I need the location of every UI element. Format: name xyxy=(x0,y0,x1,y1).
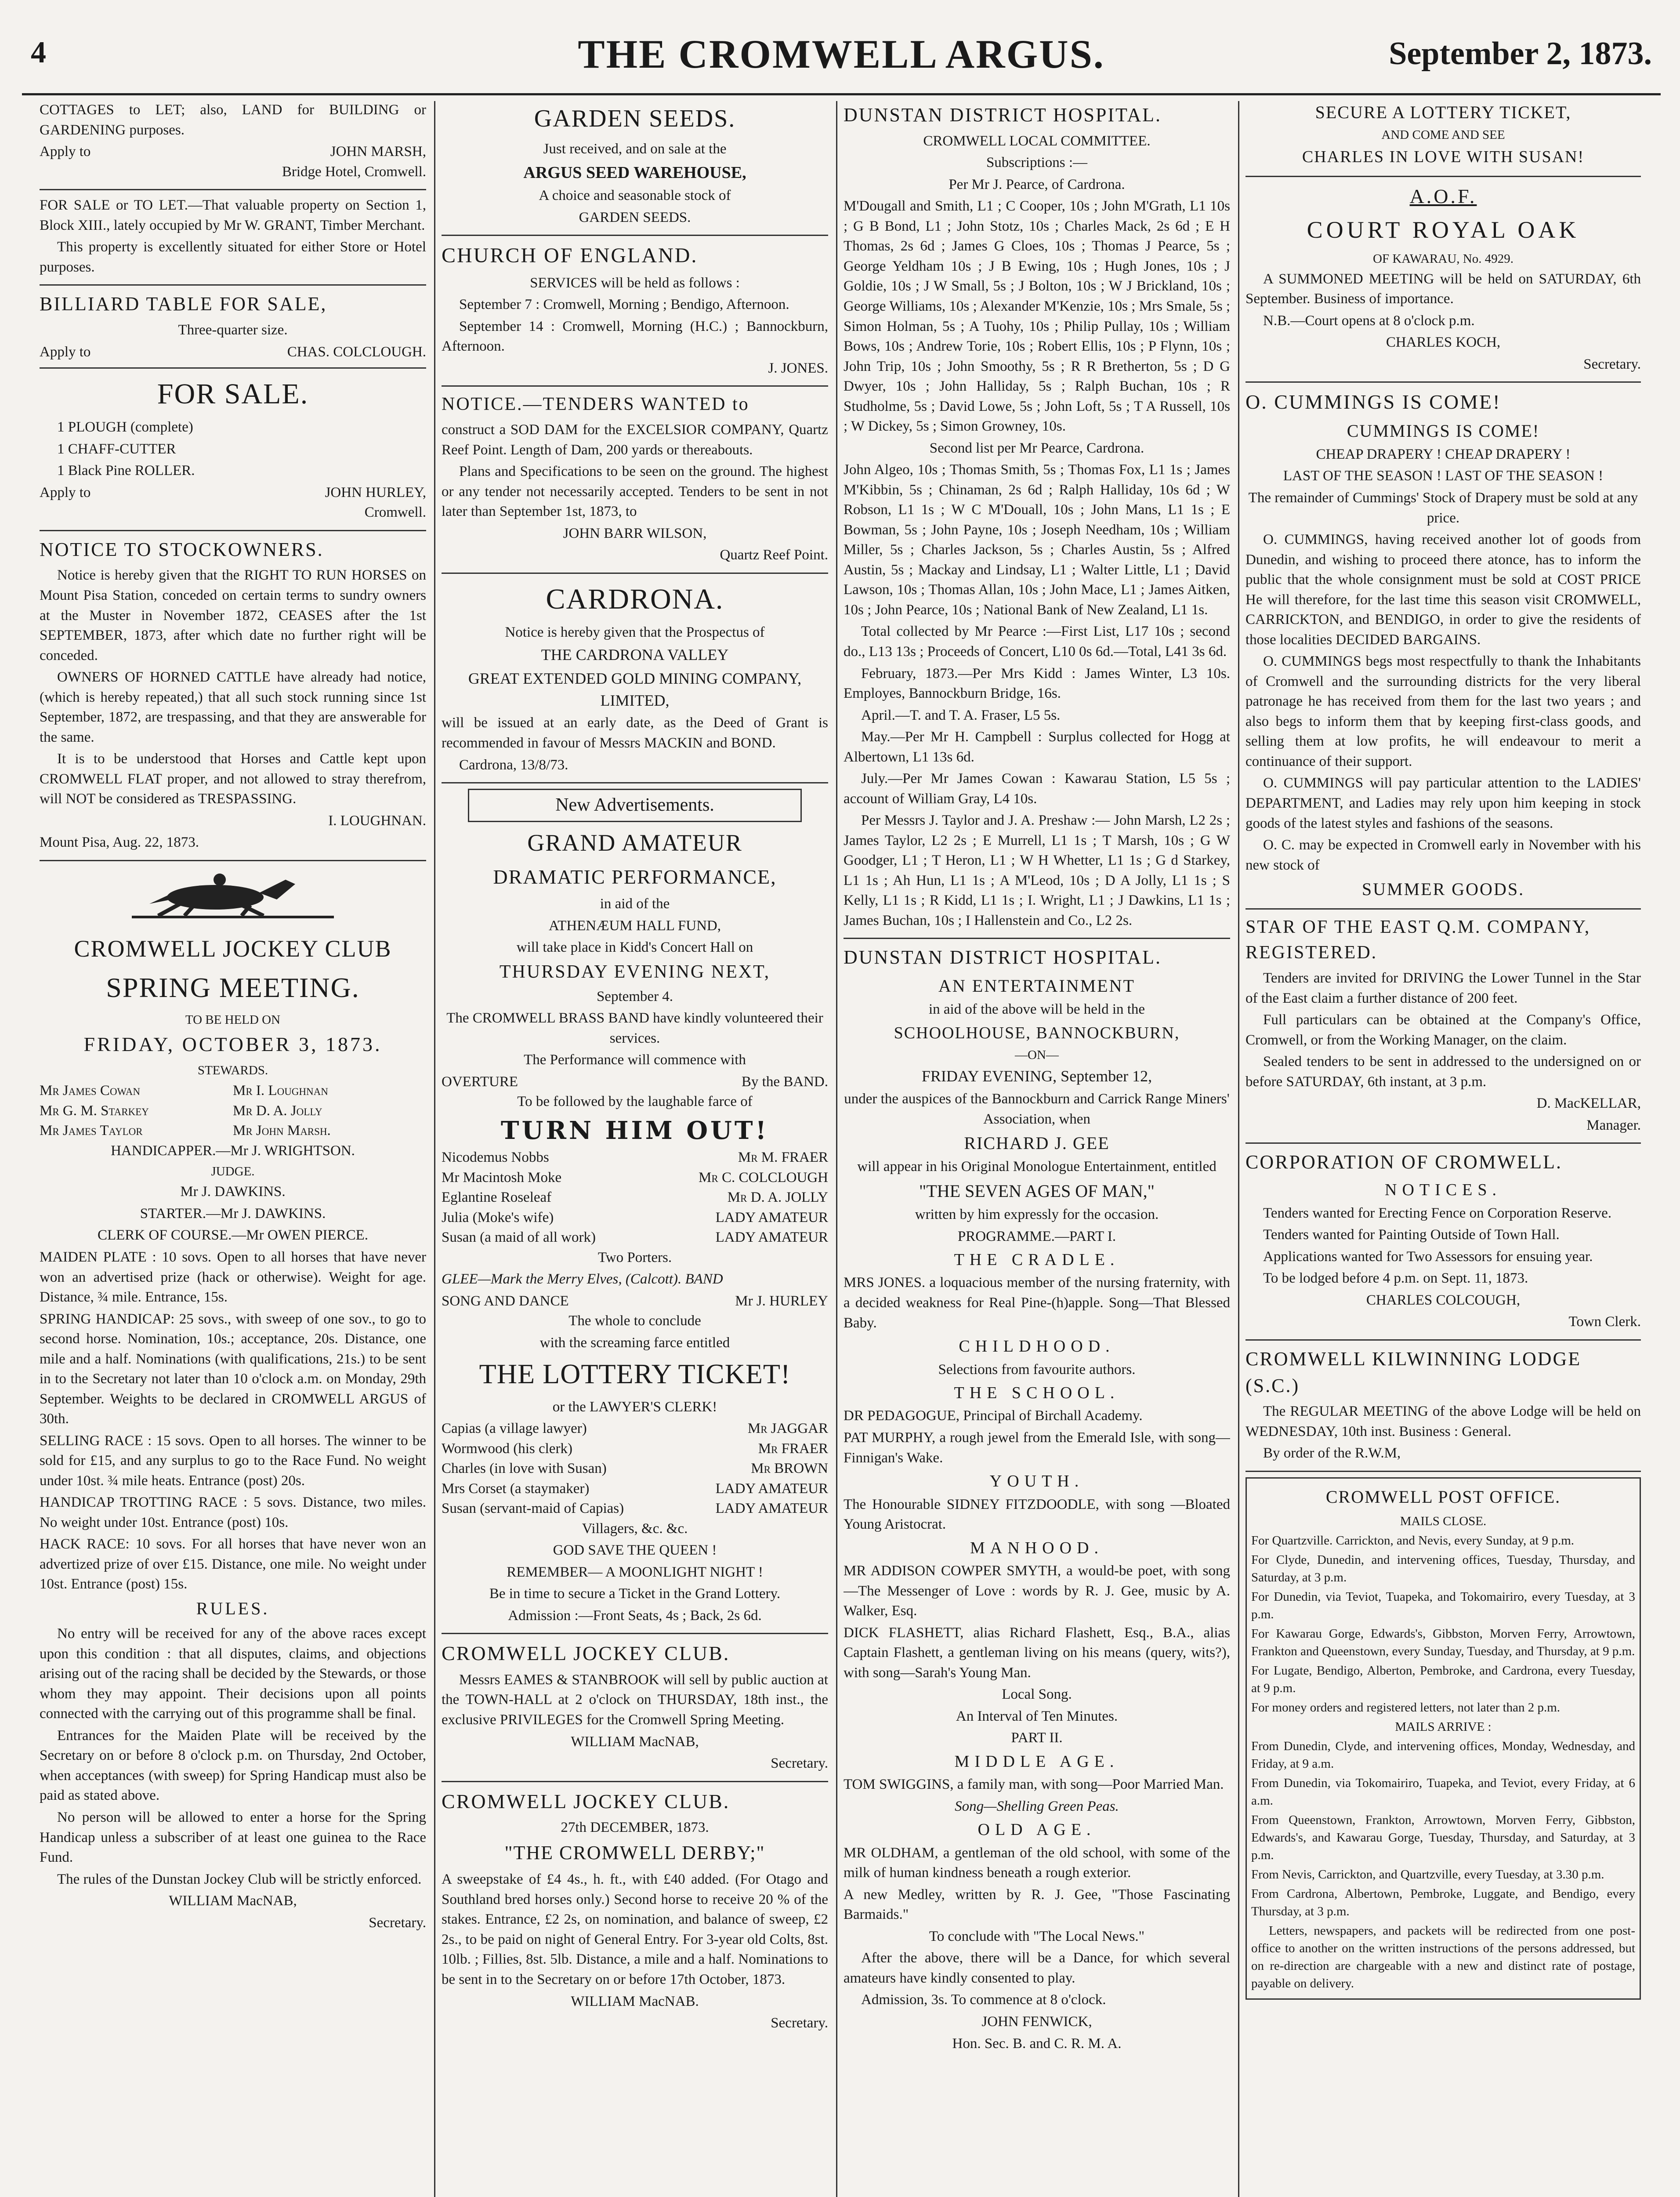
actor: LADY AMATEUR xyxy=(715,1501,828,1517)
programme-label: PROGRAMME.—PART I. xyxy=(957,1228,1116,1244)
paragraph: Sealed tenders to be sent in addressed to the undersigned on or before SATURDAY, 6th instant, at 3 p.m. xyxy=(1246,1054,1641,1090)
paragraph: The REGULAR MEETING of the above Lodge will be held on WEDNESDAY, 10th inst. Business : General. xyxy=(1246,1403,1641,1439)
mails-arrive-label: MAILS ARRIVE : xyxy=(1395,1720,1492,1734)
signature-role: Secretary. xyxy=(771,1755,828,1772)
line: By order of the R.W.M, xyxy=(1263,1445,1401,1461)
steward: Mr I. Loughnan xyxy=(233,1083,328,1099)
glee: GLEE—Mark the Merry Elves, (Calcott). BAND xyxy=(442,1271,723,1287)
line: To be followed by the laughable farce of xyxy=(517,1094,753,1110)
signature-role: Secretary. xyxy=(771,2015,828,2031)
signature-role: Town Clerk. xyxy=(1568,1314,1641,1330)
performer: RICHARD J. GEE xyxy=(964,1133,1110,1153)
item: A new Medley, written by R. J. Gee, "Those Fascinating Barmaids." xyxy=(844,1886,1230,1923)
paragraph: construct a SOD DAM for the EXCELSIOR COMPANY, Quartz Reef Point. Length of Dam, 200 yards or thereabouts. xyxy=(442,422,828,458)
apply-label: Apply to xyxy=(40,144,91,160)
line: ARGUS SEED WAREHOUSE, xyxy=(523,163,746,182)
apply-label: Apply to xyxy=(40,344,91,360)
stockowners-notice xyxy=(40,537,426,861)
line: Just received, and on sale at the xyxy=(543,141,727,157)
apply-label: Apply to xyxy=(40,484,91,500)
actor: Mr BROWN xyxy=(751,1461,828,1477)
line: OF KAWARAU, No. 4929. xyxy=(1373,251,1513,266)
line: Two Porters. xyxy=(597,1249,672,1265)
section: OLD AGE. xyxy=(978,1820,1096,1839)
signature-role: Manager. xyxy=(1586,1117,1641,1133)
paragraph: A SUMMONED MEETING will be held on SATURDAY, 6th September. Business of importance. xyxy=(1246,271,1641,307)
line: under the auspices of the Bannockburn and Carrick Range Miners' Association, when xyxy=(844,1091,1230,1127)
paragraph: To be lodged before 4 p.m. on Sept. 11, 1873. xyxy=(1263,1270,1528,1287)
item: 1 Black Pine ROLLER. xyxy=(57,463,195,479)
place: Quartz Reef Point. xyxy=(720,547,828,563)
ad-heading: DUNSTAN DISTRICT HOSPITAL. xyxy=(844,946,1162,968)
paragraph: O. CUMMINGS, having received another lot of goods from Dunedin, and wishing to proceed there atonce, has to inform the public that the whole consignment must be sold at COST PRICE He will therefore, for the last time this season visit CROMWELL, CARRICKTON, and BENDIGO, in order to give the residents of those localities DECIDED BARGAINS. xyxy=(1246,532,1641,648)
ad-text: COTTAGES to LET; also, LAND for BUILDING or GARDENING purposes. xyxy=(40,102,426,138)
signature: JOHN FENWICK, xyxy=(981,2013,1092,2030)
line: written by him expressly for the occasion. xyxy=(915,1206,1159,1222)
steward: Mr John Marsh. xyxy=(233,1123,331,1139)
racehorse-illustration xyxy=(132,866,334,928)
column-4 xyxy=(1246,100,1641,2197)
mails-close-label: MAILS CLOSE. xyxy=(1400,1514,1487,1529)
ad-heading: CROMWELL JOCKEY CLUB. xyxy=(442,1642,730,1665)
line: The remainder of Cummings' Stock of Drapery must be sold at any price. xyxy=(1248,490,1638,526)
section: THE CRADLE. xyxy=(954,1251,1120,1269)
column-2 xyxy=(442,100,828,2197)
judge-label: JUDGE. xyxy=(211,1164,255,1179)
song-by: Mr J. HURLEY xyxy=(735,1293,828,1309)
role: Charles (in love with Susan) xyxy=(442,1461,607,1477)
for-sale-property-ad xyxy=(40,196,426,286)
farce-title: TURN HIM OUT! xyxy=(500,1116,769,1145)
signature: D. MacKELLAR, xyxy=(1536,1095,1641,1112)
paragraph: Messrs EAMES & STANBROOK will sell by public auction at the TOWN-HALL at 2 o'clock on THURSDAY, 18th inst., the exclusive PRIVILEGES for the Cromwell Spring Meeting. xyxy=(442,1671,828,1728)
page-number: 4 xyxy=(31,36,46,69)
post-footer: Letters, newspapers, and packets will be redirected from one post-office to another on the written instructions of the persons addressed, but on re-direction are chargeable with a new and distinct rate of postage, payable on delivery. xyxy=(1251,1924,1635,1991)
item: The Honourable SIDNEY FITZDOODLE, with song —Bloated Young Aristocrat. xyxy=(844,1496,1230,1533)
signature-role: Secretary. xyxy=(369,1914,426,1931)
steward: Mr D. A. Jolly xyxy=(233,1102,322,1119)
rule: No entry will be received for any of the above races except upon this condition : that all disputes, claims, and objections arising out of the racing shall be decided by the Stewards, or those whom they may appoint. Their decisions upon all points connected with the carrying out of this programme shall be final. xyxy=(40,1626,426,1722)
line: Notice is hereby given that the Prospectus of xyxy=(505,624,765,640)
actor: Mr JAGGAR xyxy=(747,1421,828,1437)
line: or the LAWYER'S CLERK! xyxy=(552,1399,717,1415)
line: September 7 : Cromwell, Morning ; Bendigo, Afternoon. xyxy=(459,297,789,313)
paragraph: O. C. may be expected in Cromwell early in November with his new stock of xyxy=(1246,837,1641,873)
subscriber-list: Per Messrs J. Taylor and J. A. Preshaw :— John Marsh, L2 2s ; James Taylor, L2 2s ; E Murrell, L1 1s ; T Marsh, 10s ; G W Goodger, L1 ; T Heron, L1 ; W H Whetter, L1 1s ; G d Starkey, L1 1s ; Ah Hun, L1 1s ; A M'Leod, 10s ; D A Jolly, L1 1s ; S Kelly, L1 1s ; R Kidd, L1 1s ; I. Wright, L1 ; J Dawkins, L1 1s ; James Buchan, 10s ; I Hallenstein and Co., L2 2s. xyxy=(844,812,1230,928)
mail-entry: For Kawarau Gorge, Edwards's, Gibbston, Morven Ferry, Arrowtown, Frankton and Queenstown, every Sunday, Tuesday, and Thursday, at 9 p.m. xyxy=(1251,1627,1635,1659)
starter: STARTER.—Mr J. DAWKINS. xyxy=(140,1205,326,1222)
lottery-title: THE LOTTERY TICKET! xyxy=(479,1358,791,1390)
item: TOM SWIGGINS, a family man, with song—Poor Married Man. xyxy=(844,1776,1224,1793)
actor: LADY AMATEUR xyxy=(715,1229,828,1246)
ad-heading: NOTICE TO STOCKOWNERS. xyxy=(40,538,324,560)
rules-label: RULES. xyxy=(196,1599,270,1619)
mail-entry: For Dunedin, via Teviot, Tuapeka, and Tokomairiro, every Tuesday, at 3 p.m. xyxy=(1251,1590,1635,1622)
ad-subheading: DRAMATIC PERFORMANCE, xyxy=(493,865,777,888)
item: 1 CHAFF-CUTTER xyxy=(57,441,176,457)
role: Susan (servant-maid of Capias) xyxy=(442,1501,624,1517)
actor: Mr C. COLCLOUGH xyxy=(699,1169,828,1186)
column-rule xyxy=(434,101,435,2197)
line: SUMMER GOODS. xyxy=(1361,879,1525,899)
paragraph: Full particulars can be obtained at the Company's Office, Cromwell, or from the Working Manager, on the claim. xyxy=(1246,1012,1641,1048)
judge: Mr J. DAWKINS. xyxy=(180,1184,286,1200)
clerk-of-course: CLERK OF COURSE.—Mr OWEN PIERCE. xyxy=(97,1227,369,1244)
line: SERVICES will be held as follows : xyxy=(530,275,740,291)
jockey-club-spring-meeting xyxy=(40,866,426,1940)
advertiser-name: CHAS. COLCLOUGH. xyxy=(287,344,426,360)
signature: WILLIAM MacNAB. xyxy=(571,1993,699,2009)
signature-role: Hon. Sec. B. and C. R. M. A. xyxy=(952,2035,1122,2052)
race-entry: SPRING HANDICAP: 25 sovs., with sweep of one sov., to go to second horse. Nomination, 10s.; acceptance, 20s. Distance, one mile and a half. Nominations (with qualifications, 21s.) to be sent in to the Secretary not later than 10 o'clock a.m. on Monday, 29th September. Weights to be declared in CROMWELL ARGUS of 30th. xyxy=(40,1311,426,1427)
role: Eglantine Roseleaf xyxy=(442,1189,552,1206)
steward: Mr G. M. Starkey xyxy=(40,1102,149,1119)
signature: CHARLES COLCOUGH, xyxy=(1366,1292,1521,1308)
subheading: CROMWELL LOCAL COMMITTEE. xyxy=(923,133,1151,149)
paragraph: Tenders wanted for Painting Outside of Town Hall. xyxy=(1263,1227,1560,1243)
ad-heading: O. CUMMINGS IS COME! xyxy=(1246,391,1501,413)
cromwell-derby-ad xyxy=(442,1787,828,2041)
item: DR PEDAGOGUE, Principal of Birchall Academy. xyxy=(844,1408,1143,1424)
stewards-label: STEWARDS. xyxy=(197,1063,268,1078)
ad-heading: STAR OF THE EAST Q.M. COMPANY, REGISTERED. xyxy=(1246,917,1591,963)
line: with the screaming farce entitled xyxy=(539,1334,730,1351)
garden-seeds-ad xyxy=(442,102,828,236)
line: The whole to conclude xyxy=(568,1313,701,1329)
race-entry: MAIDEN PLATE : 10 sovs. Open to all horses that have never won an advertised prize (hack or otherwise). Weight for age. Distance, ¾ mile. Entrance, 15s. xyxy=(40,1249,426,1305)
star-of-the-east-ad xyxy=(1246,915,1641,1144)
song-label: SONG AND DANCE xyxy=(442,1293,569,1309)
line: THE CARDRONA VALLEY xyxy=(541,646,729,664)
advertiser-name: JOHN MARSH, xyxy=(330,144,426,160)
line: N.B.—Court opens at 8 o'clock p.m. xyxy=(1263,312,1475,329)
church-of-england-ad xyxy=(442,241,828,387)
signature: JOHN BARR WILSON, xyxy=(563,525,707,541)
org-label: A.O.F. xyxy=(1409,185,1477,207)
kilwinning-lodge-ad xyxy=(1246,1346,1641,1472)
item: After the above, there will be a Dance, for which several amateurs have kindly consented to play. xyxy=(844,1950,1230,1986)
line: September 14 : Cromwell, Morning (H.C.) ; Bannockburn, Afternoon. xyxy=(442,318,828,355)
line: GARDEN SEEDS. xyxy=(579,209,691,225)
paragraph: It is to be understood that Horses and Cattle kept upon CROMWELL FLAT proper, and not allowed to stray therefrom, will NOT be considered as TRESPASSING. xyxy=(40,751,426,807)
line: September 4. xyxy=(596,988,673,1004)
line: July.—Per Mr James Cowan : Kawarau Station, L5 5s ; account of William Gray, L4 10s. xyxy=(844,771,1230,807)
lottery-ticket-ad xyxy=(1246,100,1641,177)
ad-heading: BILLIARD TABLE FOR SALE, xyxy=(40,293,327,315)
signature: J. JONES. xyxy=(768,360,828,376)
line: GREAT EXTENDED GOLD MINING COMPANY, LIMITED, xyxy=(468,670,802,709)
line: Subscriptions :— xyxy=(986,155,1088,171)
mail-entry: For Clyde, Dunedin, and intervening offices, Tuesday, Thursday, and Saturday, at 3 p.m. xyxy=(1251,1553,1635,1585)
line: REMEMBER— A MOONLIGHT NIGHT ! xyxy=(507,1564,763,1580)
line: NOTICES. xyxy=(1385,1181,1502,1200)
paragraph: A sweepstake of £4 4s., h. ft., with £40 added. (For Otago and Southland bred horses only.) Second horse to receive 20 % of the stakes. Entrance, £2 2s, on nomination, and balance of sweep, £2 2s., to be paid on night of General Entry. For 3-year old Colts, 8st. 10lb. ; Fillies, 8st. 5lb. Distance, a mile and a half. Nominations to be sent in to the Secretary on or before 17th October, 1873. xyxy=(442,1871,828,1987)
line: SECURE A LOTTERY TICKET, xyxy=(1315,102,1571,122)
event-date: FRIDAY EVENING, September 12, xyxy=(921,1067,1152,1085)
rule: Entrances for the Maiden Plate will be received by the Secretary on or before 8 o'clock p.m. on Thursday, 2nd October, when acceptances (with sweep) for Spring Handicap must also be paid as stated above. xyxy=(40,1727,426,1804)
ad-heading: CARDRONA. xyxy=(546,583,724,615)
line: ATHENÆUM HALL FUND, xyxy=(548,917,721,934)
section: THE SCHOOL. xyxy=(954,1384,1120,1403)
line: will be issued at an early date, as the Deed of Grant is recommended in favour of Messrs MACKIN and BOND. xyxy=(442,715,828,751)
item: To conclude with "The Local News." xyxy=(929,1928,1145,1944)
address: Bridge Hotel, Cromwell. xyxy=(282,163,426,180)
actor: Mr D. A. JOLLY xyxy=(727,1189,828,1206)
ad-text: FOR SALE or TO LET.—That valuable property on Section 1, Block XIII., lately occupied by Mr W. GRANT, Timber Merchant. xyxy=(40,197,426,233)
line: will take place in Kidd's Concert Hall on xyxy=(516,939,753,956)
role: Julia (Moke's wife) xyxy=(442,1209,554,1225)
post-office-box xyxy=(1246,1477,1641,2000)
paragraph: Applications wanted for Two Assessors for ensuing year. xyxy=(1263,1248,1593,1265)
court-royal-oak-ad xyxy=(1246,182,1641,383)
advertiser-name: JOHN HURLEY, xyxy=(325,484,426,500)
mail-entry: For money orders and registered letters, not later than 2 p.m. xyxy=(1251,1700,1561,1715)
mail-entry: From Dunedin, Clyde, and intervening offices, Monday, Wednesday, and Friday, at 9 a.m. xyxy=(1251,1739,1635,1771)
line: April.—T. and T. A. Fraser, L5 5s. xyxy=(861,707,1061,723)
line: Second list per Mr Pearce, Cardrona. xyxy=(929,440,1144,456)
signature: WILLIAM MacNAB, xyxy=(571,1733,699,1750)
hospital-entertainment-ad xyxy=(844,944,1230,2061)
issue-date: September 2, 1873. xyxy=(1389,36,1652,72)
steward: Mr James Taylor xyxy=(40,1123,143,1139)
derby-title: "THE CROMWELL DERBY;" xyxy=(504,1842,765,1863)
ad-text: This property is excellently situated for either Store or Hotel purposes. xyxy=(40,239,426,275)
role: Susan (a maid of all work) xyxy=(442,1229,596,1246)
mail-entry: For Quartzville. Carrickton, and Nevis, every Sunday, at 9 p.m. xyxy=(1251,1534,1575,1548)
column-1 xyxy=(40,100,426,2197)
line: AN ENTERTAINMENT xyxy=(938,976,1135,996)
item: MR OLDHAM, a gentleman of the old school, with some of the milk of human kindness beneath a rough exterior. xyxy=(844,1845,1230,1881)
line: February, 1873.—Per Mrs Kidd : James Winter, L3 10s. Employes, Bannockburn Bridge, 16s. xyxy=(844,665,1230,702)
newspaper-title: THE CROMWELL ARGUS. xyxy=(578,32,1105,76)
held-label: TO BE HELD ON xyxy=(185,1012,281,1027)
signature: CHARLES KOCH, xyxy=(1386,334,1501,351)
role: Mrs Corset (a staymaker) xyxy=(442,1480,590,1497)
line: will appear in his Original Monologue Entertainment, entitled xyxy=(857,1159,1217,1175)
role: Capias (a village lawyer) xyxy=(442,1421,587,1437)
paragraph: Tenders are invited for DRIVING the Lower Tunnel in the Star of the East claim a further distance of 200 feet. xyxy=(1246,970,1641,1006)
actor: LADY AMATEUR xyxy=(715,1209,828,1225)
column-3 xyxy=(844,100,1230,2197)
venue: SCHOOLHOUSE, BANNOCKBURN, xyxy=(894,1023,1180,1042)
rule: No person will be allowed to enter a horse for the Spring Handicap unless a subscriber of at least one guinea to the Race Fund. xyxy=(40,1809,426,1866)
line: AND COME AND SEE xyxy=(1381,128,1505,142)
actor: LADY AMATEUR xyxy=(715,1480,828,1497)
line: LAST OF THE SEASON ! LAST OF THE SEASON ! xyxy=(1283,468,1604,484)
overture-label: OVERTURE xyxy=(442,1073,518,1090)
line: in aid of the xyxy=(600,896,670,912)
corporation-notices-ad xyxy=(1246,1149,1641,1340)
paragraph: OWNERS OF HORNED CATTLE have already had notice, (which is hereby repeated,) that all such stock running since 1st September, 1872, are trespassing, and that they are answerable for the same. xyxy=(40,669,426,745)
handicapper: HANDICAPPER.—Mr J. WRIGHTSON. xyxy=(111,1142,355,1159)
masthead xyxy=(22,31,1661,88)
jockey-club-auction-ad xyxy=(442,1639,828,1782)
meeting-date: FRIDAY, OCTOBER 3, 1873. xyxy=(83,1033,382,1055)
line: Be in time to secure a Ticket in the Grand Lottery. xyxy=(489,1586,781,1602)
section: CHILDHOOD. xyxy=(959,1337,1115,1356)
line: —ON— xyxy=(1015,1048,1059,1062)
item: 1 PLOUGH (complete) xyxy=(57,419,193,435)
paragraph: Notice is hereby given that the RIGHT TO RUN HORSES on Mount Pisa Station, conceded on certain terms to sundry owners at the Muster in November 1872, CEASES after the 1st SEPTEMBER, 1873, after which date no further right will be conceded. xyxy=(40,567,426,663)
ad-heading: DUNSTAN DISTRICT HOSPITAL. xyxy=(844,104,1162,126)
item: MRS JONES. a loquacious member of the nursing fraternity, with a decided weakness for Real Pine-(h)apple. Song—That Blessed Baby. xyxy=(844,1275,1230,1331)
paragraph: Tenders wanted for Erecting Fence on Corporation Reserve. xyxy=(1263,1205,1612,1221)
ad-heading: CROMWELL JOCKEY CLUB xyxy=(74,935,392,962)
show-title: "THE SEVEN AGES OF MAN," xyxy=(919,1181,1155,1201)
ad-heading: GRAND AMATEUR xyxy=(527,830,742,856)
ad-heading: CHURCH OF ENGLAND. xyxy=(442,244,698,268)
role: Mr Macintosh Moke xyxy=(442,1169,562,1186)
meeting-title: SPRING MEETING. xyxy=(106,972,360,1004)
race-entry: HANDICAP TROTTING RACE : 5 sovs. Distance, two miles. No weight under 10st. Entrance (post) 10s. xyxy=(40,1494,426,1530)
for-sale-implements-ad xyxy=(40,374,426,531)
subscriber-list: M'Dougall and Smith, L1 ; C Cooper, 10s ; John M'Grath, L1 10s ; G B Bond, L1 ; John Stotz, 10s ; Charles Mack, 2s 6d ; E H Thomas, 2s 6d ; James G Cloes, 10s ; Thomas J Pearce, 5s ; George Yeldham 10s ; J B Ewing, 10s ; Hugh Jones, 10s ; J Goldie, 10s ; J W Small, 5s ; J Bolton, 10s ; W J Brickland, 10s ; George Williams, 10s ; Alexander M'Kenzie, 10s ; Mrs Smale, 5s ; Simon Holman, 5s ; A Tuohy, 10s ; Philip Pullay, 10s ; William Bows, 10s ; Andrew Torie, 10s ; Robert Ellis, 10s ; P Flynn, 10s ; John Trip, 10s ; John Smoothy, 5s ; R R Bretherton, 5s ; D G Dwyer, 10s ; John Halliday, 5s ; Ralph Buchan, 10s ; R Studholme, 5s ; David Lowe, 5s ; John Loft, 5s ; T A Russell, 10s ; W Dickey, 5s ; Simon Growney, 10s. xyxy=(844,198,1230,435)
item: PAT MURPHY, a rough jewel from the Emerald Isle, with song—Finnigan's Wake. xyxy=(844,1430,1230,1466)
section: MIDDLE AGE. xyxy=(954,1752,1119,1771)
actor: Mr M. FRAER xyxy=(738,1149,828,1166)
ad-heading: CROMWELL JOCKEY CLUB. xyxy=(442,1790,730,1813)
role: Wormwood (his clerk) xyxy=(442,1440,572,1457)
mail-entry: From Queenstown, Frankton, Arrowtown, Morven Ferry, Gibbston, Edwards's, and Kawarau Gorge, Tuesday, Thursday, and Saturday, at 3 p.m. xyxy=(1251,1813,1635,1863)
actor: Mr FRAER xyxy=(758,1440,828,1457)
line: CHARLES IN LOVE WITH SUSAN! xyxy=(1302,148,1585,167)
part-label: PART II. xyxy=(1011,1730,1063,1746)
line: A choice and seasonable stock of xyxy=(539,188,731,204)
signature: I. LOUGHNAN. xyxy=(328,812,426,829)
line: in aid of the above will be held in the xyxy=(928,1001,1145,1018)
item: DICK FLASHETT, alias Richard Flashett, Esq., B.A., alias Captain Flashett, a gentleman living on his means (query, wits?), with song—Sarah's Young Man. xyxy=(844,1624,1230,1681)
signature: WILLIAM MacNAB, xyxy=(169,1893,297,1909)
line: 27th DECEMBER, 1873. xyxy=(561,1820,709,1836)
line: GOD SAVE THE QUEEN ! xyxy=(553,1542,717,1559)
sod-dam-tenders-ad xyxy=(442,392,828,574)
paragraph: O. CUMMINGS will pay particular attention to the LADIES' DEPARTMENT, and Ladies may rely upon him keeping in stock goods of the latest styles and fashions of the seasons. xyxy=(1246,775,1641,831)
item: Selections from favourite authors. xyxy=(938,1361,1136,1378)
dramatic-performance-ad xyxy=(442,827,828,1634)
overture-by: By the BAND. xyxy=(741,1073,828,1090)
column-rule xyxy=(1238,101,1239,2197)
section: YOUTH. xyxy=(989,1472,1084,1491)
line: Cardrona, 13/8/73. xyxy=(459,757,568,773)
cummings-drapery-ad xyxy=(1246,388,1641,910)
item: An Interval of Ten Minutes. xyxy=(956,1708,1118,1724)
ad-heading: COURT ROYAL OAK xyxy=(1307,217,1580,243)
ad-heading: NOTICE.—TENDERS WANTED to xyxy=(442,394,749,415)
cottages-ad xyxy=(40,100,426,190)
dateline: Mount Pisa, Aug. 22, 1873. xyxy=(40,834,199,851)
ad-heading: CORPORATION OF CROMWELL. xyxy=(1246,1151,1563,1173)
mail-entry: From Cardrona, Albertown, Pembroke, Luggate, and Bendigo, every Thursday, at 3 p.m. xyxy=(1251,1887,1635,1919)
column-rule xyxy=(836,101,837,2197)
item: MR ADDISON COWPER SMYTH, a would-be poet, with song—The Messenger of Love : words by R. J. Gee, music by A. Walker, Esq. xyxy=(844,1563,1230,1619)
line: The Performance will commence with xyxy=(524,1052,746,1068)
ad-heading: CROMWELL POST OFFICE. xyxy=(1325,1486,1561,1507)
paragraph: O. CUMMINGS begs most respectfully to thank the Inhabitants of Cromwell and the surrounding districts for the very liberal patronage he has received from them for the last two years ; and also begs to inform them that by keeping first-class goods, and selling them at low profits, he will endeavour to merit a continuance of their support. xyxy=(1246,653,1641,769)
ad-heading: FOR SALE. xyxy=(157,378,309,410)
section: MANHOOD. xyxy=(970,1538,1104,1557)
mail-entry: From Dunedin, via Tokomairiro, Tuapeka, and Teviot, every Friday, at 6 a.m. xyxy=(1251,1776,1635,1808)
line: CUMMINGS IS COME! xyxy=(1347,421,1540,441)
item: Song—Shelling Green Peas. xyxy=(955,1798,1119,1814)
line: Total collected by Mr Pearce :—First List, L17 10s ; second do., L13 13s ; Proceeds of Concert, L10 0s 6d.—Total, L41 3s 6d. xyxy=(844,624,1230,660)
admission: Admission :—Front Seats, 4s ; Back, 2s 6d. xyxy=(508,1607,762,1624)
mail-entry: For Lugate, Bendigo, Alberton, Pembroke, and Cardrona, every Tuesday, at 9 p.m. xyxy=(1251,1664,1635,1696)
place: Cromwell. xyxy=(364,504,426,521)
mail-entry: From Nevis, Carrickton, and Quartzville, every Tuesday, at 3.30 p.m. xyxy=(1251,1867,1604,1882)
line: CHEAP DRAPERY ! CHEAP DRAPERY ! xyxy=(1316,446,1571,462)
rule: The rules of the Dunstan Jockey Club will be strictly enforced. xyxy=(57,1871,422,1887)
steward: Mr James Cowan xyxy=(40,1083,140,1099)
race-entry: HACK RACE: 10 sovs. For all horses that have never won an advertized prize of over £15. Distance, one mile. No weight under 10st. Entrance (post) 15s. xyxy=(40,1536,426,1592)
admission: Admission, 3s. To commence at 8 o'clock. xyxy=(861,1992,1106,2008)
stewards-list xyxy=(40,1081,426,1141)
role: Nicodemus Nobbs xyxy=(442,1149,549,1166)
item: Local Song. xyxy=(1002,1686,1072,1703)
header-rule xyxy=(22,93,1661,95)
new-advertisements-banner: New Advertisements. xyxy=(468,789,802,822)
cardrona-ad xyxy=(442,579,828,783)
paragraph: Plans and Specifications to be seen on the ground. The highest or any tender not necessarily accepted. Tenders to be sent in not later than September 1st, 1873, to xyxy=(442,464,828,520)
ad-heading: CROMWELL KILWINNING LODGE (S.C.) xyxy=(1246,1348,1582,1396)
ad-heading: GARDEN SEEDS. xyxy=(534,105,736,132)
line: Per Mr J. Pearce, of Cardrona. xyxy=(949,176,1125,192)
ad-subheading: Three-quarter size. xyxy=(178,322,288,338)
line: Villagers, &c. &c. xyxy=(582,1520,688,1537)
performance-date: THURSDAY EVENING NEXT, xyxy=(499,961,771,982)
race-entry: SELLING RACE : 15 sovs. Open to all horses. The winner to be sold for £15, and any surplus to go to the Race Fund. No weight under 10st. ¾ mile heats. Entrance (post) 20s. xyxy=(40,1432,426,1489)
hospital-subscriptions xyxy=(844,102,1230,939)
subscriber-list: John Algeo, 10s ; Thomas Smith, 5s ; Thomas Fox, L1 1s ; James M'Kibbin, 5s ; Chinaman, 2s 6d ; Ralph Halliday, 10s 6d ; W Robson, L1 1s ; W C M'Douall, 10s ; John Mans, L1 1s ; E Bowman, 5s ; John Payne, 10s ; Joseph Needham, 10s ; William Miller, 5s ; Charles Jackson, 5s ; Charles Austin, 5s ; Alfred Austin, 5s ; Mackay and Lindsay, L1 ; Walter Little, L1 ; David Lawson, 10s ; Thomas Allan, 10s ; John Mace, L1 ; James Aitken, 10s ; John Pearce, 10s ; National Bank of New Zealand, L1 1s. xyxy=(844,462,1230,618)
signature-role: Secretary. xyxy=(1583,356,1641,372)
line: May.—Per Mr H. Campbell : Surplus collected for Hogg at Albertown, L1 13s 6d. xyxy=(844,729,1230,765)
line: The CROMWELL BRASS BAND have kindly volunteered their services. xyxy=(446,1010,823,1046)
billiard-table-ad xyxy=(40,291,426,369)
